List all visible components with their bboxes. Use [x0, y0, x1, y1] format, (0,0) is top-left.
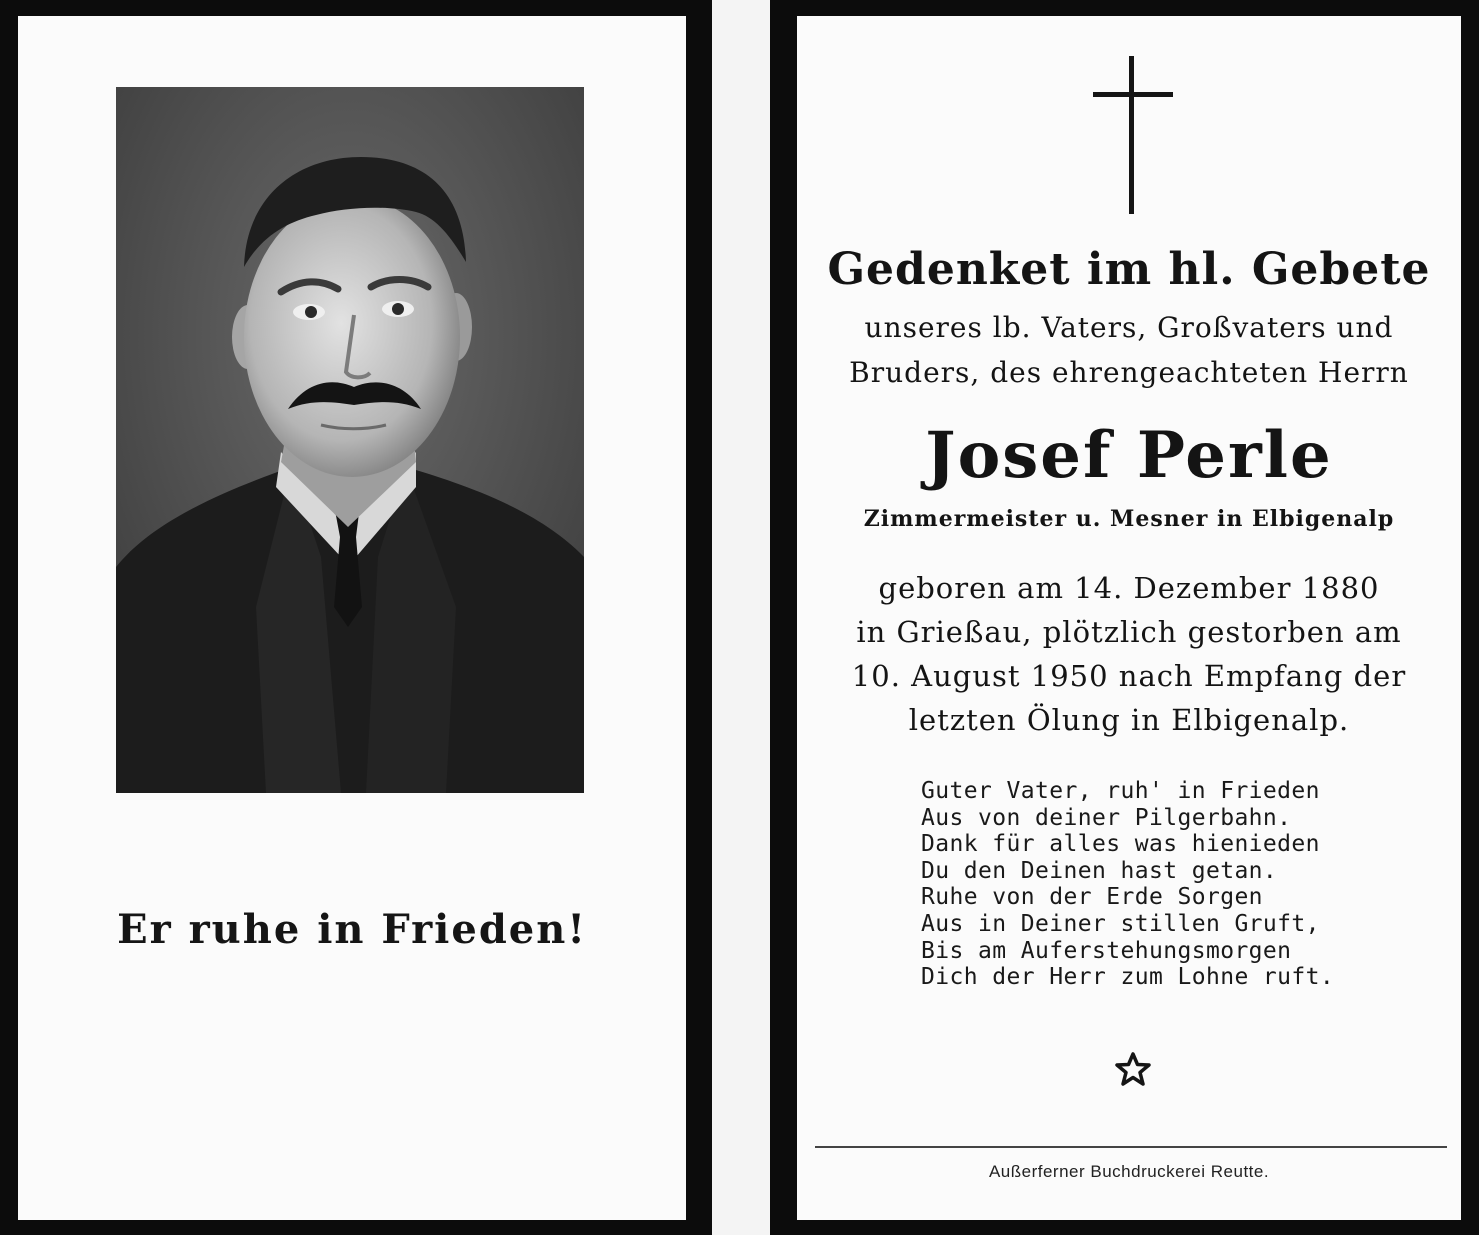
poem-line: Du den Deinen hast getan.	[921, 857, 1278, 884]
star-icon	[1115, 1052, 1151, 1086]
poem-line: Guter Vater, ruh' in Frieden	[921, 778, 1320, 804]
cross-icon	[1093, 56, 1173, 216]
poem-line: Dich der Herr zum Lohne ruft.	[921, 964, 1335, 991]
poem-line: Dank für alles was hienieden	[921, 831, 1320, 858]
memorial-heading: Gedenket im hl. Gebete	[827, 244, 1431, 295]
poem-line: Aus von deiner Pilgerbahn.	[921, 804, 1292, 831]
right-card-panel	[797, 16, 1461, 1220]
occupation-line: Zimmermeister u. Mesner in Elbigenalp	[863, 506, 1395, 532]
card-gutter	[712, 0, 770, 1235]
rest-in-peace-text: Er ruhe in Frieden!	[117, 906, 587, 953]
poem-line: Bis am Auferstehungsmorgen	[921, 937, 1292, 964]
intro-line-1: unseres lb. Vaters, Großvaters und	[864, 311, 1394, 344]
poem-line: Ruhe von der Erde Sorgen	[921, 884, 1263, 911]
bio-line-3: 10. August 1950 nach Empfang der	[851, 659, 1407, 693]
left-card-panel	[18, 16, 686, 1220]
poem-line: Aus in Deiner stillen Gruft,	[921, 910, 1320, 937]
intro-line-2: Bruders, des ehrengeachteten Herrn	[849, 356, 1409, 389]
bio-line-2: in Grießau, plötzlich gestorben am	[856, 615, 1402, 649]
bio-line-1: geboren am 14. Dezember 1880	[878, 571, 1380, 605]
printer-credit: Außerferner Buchdruckerei Reutte.	[988, 1162, 1270, 1181]
poem	[921, 778, 1334, 991]
footer-divider	[815, 1146, 1447, 1148]
deceased-name: Josef Perle	[925, 418, 1333, 493]
bio-line-4: letzten Ölung in Elbigenalp.	[908, 703, 1350, 737]
portrait-photo	[116, 87, 584, 793]
